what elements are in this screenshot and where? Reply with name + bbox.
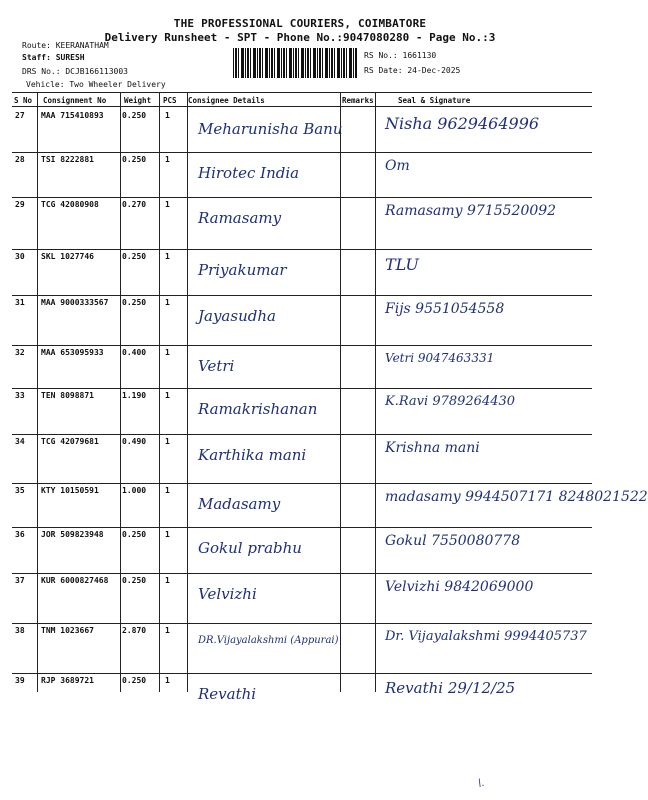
consignee-handwriting: Velvizhi <box>198 585 257 603</box>
row-sno: 32 <box>15 348 25 357</box>
row-divider <box>12 152 592 153</box>
row-sno: 39 <box>15 676 25 685</box>
col-divider <box>159 92 160 692</box>
row-sno: 34 <box>15 437 25 446</box>
signature-handwriting: Revathi 29/12/25 <box>385 679 516 697</box>
pieces-count: 1 <box>165 530 170 539</box>
col-divider <box>37 92 38 692</box>
col-header-consignment: Consignment No <box>43 96 107 105</box>
runsheet-subtitle: Delivery Runsheet - SPT - Phone No.:9047080280 - Page No.:3 <box>104 31 496 44</box>
signature-handwriting: Gokul 7550080778 <box>385 533 521 549</box>
pieces-count: 1 <box>165 486 170 495</box>
col-divider <box>187 92 188 692</box>
staff-label: Staff: SURESH <box>22 53 85 62</box>
signature-handwriting: K.Ravi 9789264430 <box>385 394 516 409</box>
ink-mark: \. <box>478 778 485 789</box>
col-header-details: Consignee Details <box>188 96 265 105</box>
consignee-handwriting: Madasamy <box>198 495 281 513</box>
pieces-count: 1 <box>165 155 170 164</box>
weight-value: 0.250 <box>122 676 147 685</box>
table-top-border <box>12 92 592 93</box>
weight-value: 0.250 <box>122 576 147 585</box>
row-divider <box>12 434 592 435</box>
row-divider <box>12 197 592 198</box>
weight-value: 0.490 <box>122 437 147 446</box>
signature-handwriting: Krishna mani <box>385 440 480 456</box>
pieces-count: 1 <box>165 437 170 446</box>
company-title: THE PROFESSIONAL COURIERS, COIMBATORE <box>173 17 427 30</box>
consignee-handwriting: Priyakumar <box>198 261 287 279</box>
col-divider <box>120 92 121 692</box>
col-header-seal: Seal & Signature <box>398 96 471 105</box>
weight-value: 1.000 <box>122 486 147 495</box>
drs-number: DRS No.: DCJB166113003 <box>22 67 128 76</box>
weight-value: 2.870 <box>122 626 147 635</box>
table-header-border <box>12 106 592 107</box>
pieces-count: 1 <box>165 576 170 585</box>
signature-handwriting: madasamy 9944507171 8248021522 <box>385 489 648 505</box>
col-header-remarks: Remarks <box>342 96 374 105</box>
consignment-number: TCG 42080908 <box>41 200 99 209</box>
consignment-number: MAA 653095933 <box>41 348 104 357</box>
signature-handwriting: Nisha 9629464996 <box>385 114 540 133</box>
row-divider <box>12 345 592 346</box>
weight-value: 0.400 <box>122 348 147 357</box>
consignment-number: KTY 10150591 <box>41 486 99 495</box>
row-divider <box>12 388 592 389</box>
col-header-sno: S No <box>14 96 33 105</box>
row-divider <box>12 483 592 484</box>
weight-value: 0.250 <box>122 155 147 164</box>
row-sno: 36 <box>15 530 25 539</box>
pieces-count: 1 <box>165 626 170 635</box>
pieces-count: 1 <box>165 348 170 357</box>
weight-value: 0.250 <box>122 298 147 307</box>
consignee-handwriting: Meharunisha Banu <box>198 120 343 138</box>
weight-value: 0.270 <box>122 200 147 209</box>
consignment-number: TSI 8222881 <box>41 155 94 164</box>
weight-value: 1.190 <box>122 391 147 400</box>
consignee-handwriting: Karthika mani <box>198 446 307 464</box>
consignment-number: TCG 42079681 <box>41 437 99 446</box>
barcode-image <box>233 48 358 78</box>
consignment-number: KUR 6000827468 <box>41 576 109 585</box>
weight-value: 0.250 <box>122 252 147 261</box>
row-sno: 37 <box>15 576 25 585</box>
row-divider <box>12 573 592 574</box>
row-sno: 31 <box>15 298 25 307</box>
row-sno: 38 <box>15 626 25 635</box>
weight-value: 0.250 <box>122 530 147 539</box>
signature-handwriting: Om <box>385 158 410 174</box>
route-label: Route: KEERANATHAM <box>22 41 109 50</box>
row-sno: 29 <box>15 200 25 209</box>
signature-handwriting: Velvizhi 9842069000 <box>385 579 534 595</box>
col-header-weight: Weight <box>124 96 152 105</box>
row-sno: 28 <box>15 155 25 164</box>
col-divider <box>375 92 376 692</box>
consignment-number: TEN 8098871 <box>41 391 94 400</box>
weight-value: 0.250 <box>122 111 147 120</box>
consignment-number: JOR 509823948 <box>41 530 104 539</box>
consignee-handwriting: Hirotec India <box>198 164 300 182</box>
signature-handwriting: Fijs 9551054558 <box>385 301 505 317</box>
row-sno: 30 <box>15 252 25 261</box>
row-divider <box>12 673 592 674</box>
consignee-handwriting: Revathi <box>198 685 257 703</box>
row-divider <box>12 295 592 296</box>
consignee-handwriting: Gokul prabhu <box>198 539 302 557</box>
row-sno: 35 <box>15 486 25 495</box>
pieces-count: 1 <box>165 111 170 120</box>
signature-handwriting: Vetri 9047463331 <box>385 351 495 365</box>
row-divider <box>12 623 592 624</box>
col-header-pcs: PCS <box>163 96 177 105</box>
row-divider <box>12 249 592 250</box>
consignment-number: TNM 1023667 <box>41 626 94 635</box>
pieces-count: 1 <box>165 676 170 685</box>
row-divider <box>12 527 592 528</box>
col-divider <box>340 92 341 692</box>
rs-number: RS No.: 1661130 <box>364 51 437 60</box>
consignment-number: SKL 1027746 <box>41 252 94 261</box>
pieces-count: 1 <box>165 298 170 307</box>
signature-handwriting: TLU <box>385 255 419 274</box>
signature-handwriting: Dr. Vijayalakshmi 9994405737 <box>385 629 587 644</box>
consignment-number: MAA 9000333567 <box>41 298 109 307</box>
consignment-number: RJP 3689721 <box>41 676 94 685</box>
pieces-count: 1 <box>165 200 170 209</box>
pieces-count: 1 <box>165 252 170 261</box>
vehicle-label: Vehicle: Two Wheeler Delivery <box>26 80 166 89</box>
consignee-handwriting: Jayasudha <box>198 307 276 325</box>
rs-date: RS Date: 24-Dec-2025 <box>364 66 461 75</box>
row-sno: 33 <box>15 391 25 400</box>
row-sno: 27 <box>15 111 25 120</box>
consignee-handwriting: Vetri <box>198 357 235 375</box>
consignee-handwriting: DR.Vijayalakshmi (Appurai) <box>198 635 339 646</box>
consignment-number: MAA 715410893 <box>41 111 104 120</box>
pieces-count: 1 <box>165 391 170 400</box>
consignee-handwriting: Ramakrishanan <box>198 400 318 418</box>
signature-handwriting: Ramasamy 9715520092 <box>385 203 557 219</box>
consignee-handwriting: Ramasamy <box>198 209 282 227</box>
